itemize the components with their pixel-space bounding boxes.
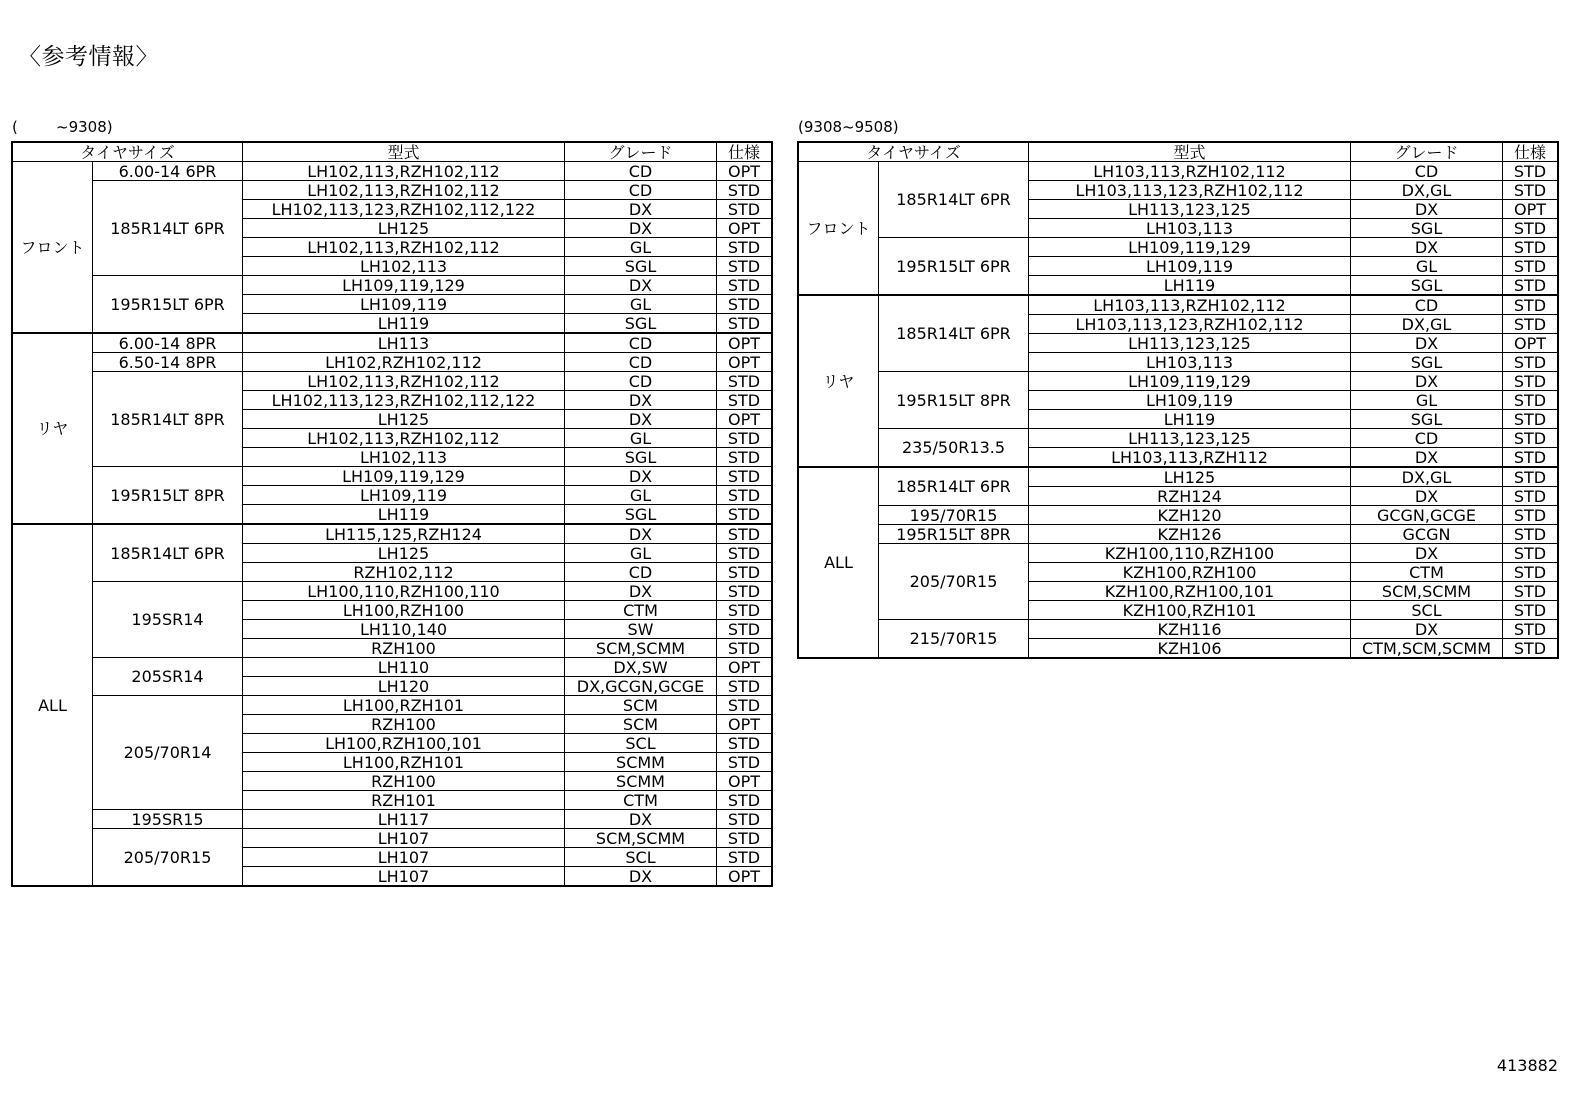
spec-cell: STD bbox=[717, 810, 772, 829]
spec-cell: STD bbox=[1503, 391, 1558, 410]
model-cell: LH107 bbox=[243, 867, 565, 886]
grade-cell: DX bbox=[565, 410, 717, 429]
spec-cell: OPT bbox=[717, 333, 772, 353]
model-cell: LH102,113,RZH102,112 bbox=[243, 238, 565, 257]
model-cell: LH102,RZH102,112 bbox=[243, 353, 565, 372]
tire-size-cell: 205SR14 bbox=[93, 658, 243, 696]
tire-size-cell: 185R14LT 6PR bbox=[879, 295, 1029, 372]
table-row bbox=[13, 333, 772, 353]
tire-size-cell: 235/50R13.5 bbox=[879, 429, 1029, 468]
grade-cell: DX bbox=[565, 219, 717, 238]
grade-cell: SCL bbox=[565, 734, 717, 753]
spec-cell: STD bbox=[1503, 563, 1558, 582]
table-body-right bbox=[799, 143, 1558, 658]
position-cell: リヤ bbox=[13, 333, 93, 524]
table-row bbox=[799, 162, 1558, 181]
spec-cell: OPT bbox=[1503, 200, 1558, 219]
model-cell: LH113,123,125 bbox=[1029, 200, 1351, 219]
model-cell: LH109,119 bbox=[1029, 391, 1351, 410]
grade-cell: SW bbox=[565, 620, 717, 639]
spec-cell: STD bbox=[1503, 162, 1558, 181]
model-cell: LH109,119 bbox=[243, 295, 565, 314]
spec-cell: STD bbox=[717, 620, 772, 639]
model-cell: RZH100 bbox=[243, 715, 565, 734]
position-cell: フロント bbox=[799, 162, 879, 296]
model-cell: LH109,119,129 bbox=[243, 276, 565, 295]
grade-cell: CD bbox=[565, 162, 717, 181]
grade-cell: DX bbox=[565, 467, 717, 486]
tire-size-cell: 195R15LT 8PR bbox=[879, 372, 1029, 429]
model-cell: KZH100,RZH100 bbox=[1029, 563, 1351, 582]
table-row bbox=[13, 829, 772, 848]
spec-cell: STD bbox=[1503, 525, 1558, 544]
model-cell: RZH100 bbox=[243, 772, 565, 791]
grade-cell: SCM,SCMM bbox=[565, 829, 717, 848]
spec-cell: STD bbox=[717, 448, 772, 467]
model-cell: LH102,113,RZH102,112 bbox=[243, 162, 565, 181]
spec-cell: STD bbox=[717, 429, 772, 448]
table-row bbox=[799, 525, 1558, 544]
table-row bbox=[799, 620, 1558, 639]
position-cell: ALL bbox=[799, 467, 879, 658]
grade-cell: SGL bbox=[565, 448, 717, 467]
spec-cell: OPT bbox=[717, 219, 772, 238]
tire-size-cell: 195R15LT 6PR bbox=[93, 276, 243, 334]
tire-size-cell: 205/70R15 bbox=[879, 544, 1029, 620]
table-row bbox=[13, 696, 772, 715]
grade-cell: DX bbox=[1351, 487, 1503, 506]
model-cell: LH113,123,125 bbox=[1029, 429, 1351, 448]
tire-size-cell: 205/70R14 bbox=[93, 696, 243, 810]
spec-cell: STD bbox=[717, 257, 772, 276]
header-model: 型式 bbox=[243, 143, 565, 162]
tire-size-cell: 195R15LT 6PR bbox=[879, 238, 1029, 296]
grade-cell: DX,GL bbox=[1351, 315, 1503, 334]
model-cell: LH102,113,RZH102,112 bbox=[243, 429, 565, 448]
model-cell: LH109,119,129 bbox=[1029, 372, 1351, 391]
spec-cell: STD bbox=[1503, 181, 1558, 200]
model-cell: KZH100,110,RZH100 bbox=[1029, 544, 1351, 563]
spec-cell: STD bbox=[1503, 620, 1558, 639]
tire-size-cell: 185R14LT 6PR bbox=[93, 524, 243, 582]
model-cell: LH109,119,129 bbox=[243, 467, 565, 486]
grade-cell: DX,GCGN,GCGE bbox=[565, 677, 717, 696]
spec-cell: STD bbox=[717, 238, 772, 257]
grade-cell: CD bbox=[565, 181, 717, 200]
spec-cell: STD bbox=[1503, 487, 1558, 506]
grade-cell: GCGN bbox=[1351, 525, 1503, 544]
table-row bbox=[13, 181, 772, 200]
header-tire-size: タイヤサイズ bbox=[13, 143, 243, 162]
table-row bbox=[13, 467, 772, 486]
grade-cell: SGL bbox=[1351, 219, 1503, 238]
grade-cell: SCM bbox=[565, 715, 717, 734]
spec-cell: STD bbox=[717, 582, 772, 601]
table-row bbox=[13, 162, 772, 181]
table-row bbox=[799, 372, 1558, 391]
spec-cell: OPT bbox=[717, 353, 772, 372]
grade-cell: DX bbox=[1351, 372, 1503, 391]
grade-cell: DX bbox=[1351, 200, 1503, 219]
model-cell: LH107 bbox=[243, 848, 565, 867]
grade-cell: GL bbox=[565, 429, 717, 448]
table-body-left bbox=[13, 143, 772, 886]
grade-cell: SCMM bbox=[565, 772, 717, 791]
model-cell: KZH100,RZH100,101 bbox=[1029, 582, 1351, 601]
model-cell: LH102,113 bbox=[243, 448, 565, 467]
grade-cell: GL bbox=[565, 486, 717, 505]
spec-cell: STD bbox=[717, 791, 772, 810]
grade-cell: CD bbox=[565, 372, 717, 391]
header-row bbox=[799, 143, 1558, 162]
grade-cell: DX bbox=[565, 524, 717, 544]
grade-cell: DX bbox=[565, 810, 717, 829]
grade-cell: SGL bbox=[565, 505, 717, 525]
model-cell: LH115,125,RZH124 bbox=[243, 524, 565, 544]
table-row bbox=[13, 372, 772, 391]
position-cell: フロント bbox=[13, 162, 93, 334]
grade-cell: DX bbox=[565, 867, 717, 886]
table-row bbox=[799, 506, 1558, 525]
table-row bbox=[799, 295, 1558, 315]
table-row bbox=[799, 238, 1558, 257]
grade-cell: SCM,SCMM bbox=[1351, 582, 1503, 601]
tire-spec-table-left bbox=[12, 142, 772, 886]
model-cell: KZH120 bbox=[1029, 506, 1351, 525]
model-cell: LH119 bbox=[1029, 276, 1351, 296]
tire-size-cell: 195SR15 bbox=[93, 810, 243, 829]
tire-size-cell: 195R15LT 8PR bbox=[879, 525, 1029, 544]
model-cell: LH102,113 bbox=[243, 257, 565, 276]
spec-cell: STD bbox=[1503, 429, 1558, 448]
model-cell: RZH102,112 bbox=[243, 563, 565, 582]
header-grade: グレード bbox=[565, 143, 717, 162]
table-row bbox=[799, 544, 1558, 563]
grade-cell: CD bbox=[1351, 295, 1503, 315]
spec-cell: OPT bbox=[717, 410, 772, 429]
model-cell: LH119 bbox=[243, 505, 565, 525]
table-row bbox=[13, 524, 772, 544]
grade-cell: SCMM bbox=[565, 753, 717, 772]
spec-cell: STD bbox=[717, 734, 772, 753]
model-cell: LH125 bbox=[243, 410, 565, 429]
header-spec: 仕様 bbox=[717, 143, 772, 162]
table-row bbox=[13, 582, 772, 601]
header-tire-size: タイヤサイズ bbox=[799, 143, 1029, 162]
model-cell: RZH124 bbox=[1029, 487, 1351, 506]
table-row bbox=[13, 658, 772, 677]
spec-cell: STD bbox=[1503, 448, 1558, 468]
spec-cell: STD bbox=[1503, 601, 1558, 620]
header-model: 型式 bbox=[1029, 143, 1351, 162]
table-row bbox=[13, 353, 772, 372]
model-cell: LH103,113,RZH102,112 bbox=[1029, 162, 1351, 181]
model-cell: LH100,RZH100 bbox=[243, 601, 565, 620]
position-cell: リヤ bbox=[799, 295, 879, 467]
model-cell: LH102,113,123,RZH102,112,122 bbox=[243, 391, 565, 410]
spec-cell: OPT bbox=[717, 715, 772, 734]
tire-size-cell: 205/70R15 bbox=[93, 829, 243, 886]
model-cell: LH102,113,123,RZH102,112,122 bbox=[243, 200, 565, 219]
model-cell: LH103,113 bbox=[1029, 353, 1351, 372]
tire-size-cell: 6.50-14 8PR bbox=[93, 353, 243, 372]
model-cell: LH125 bbox=[1029, 467, 1351, 487]
model-cell: LH102,113,RZH102,112 bbox=[243, 372, 565, 391]
grade-cell: SGL bbox=[565, 257, 717, 276]
grade-cell: SGL bbox=[1351, 353, 1503, 372]
spec-cell: STD bbox=[717, 276, 772, 295]
tire-size-cell: 185R14LT 6PR bbox=[879, 467, 1029, 506]
spec-cell: STD bbox=[1503, 506, 1558, 525]
spec-cell: STD bbox=[717, 524, 772, 544]
model-cell: LH110,140 bbox=[243, 620, 565, 639]
grade-cell: CD bbox=[565, 353, 717, 372]
spec-cell: OPT bbox=[717, 772, 772, 791]
model-cell: KZH126 bbox=[1029, 525, 1351, 544]
grade-cell: CD bbox=[1351, 429, 1503, 448]
tire-size-cell: 195R15LT 8PR bbox=[93, 467, 243, 525]
grade-cell: GL bbox=[1351, 257, 1503, 276]
spec-cell: STD bbox=[717, 753, 772, 772]
model-cell: LH117 bbox=[243, 810, 565, 829]
left-table-caption: ( ~9308) bbox=[12, 118, 113, 136]
spec-cell: STD bbox=[717, 505, 772, 525]
tire-size-cell: 6.00-14 8PR bbox=[93, 333, 243, 353]
grade-cell: DX,GL bbox=[1351, 467, 1503, 487]
grade-cell: GL bbox=[565, 295, 717, 314]
tire-size-cell: 185R14LT 6PR bbox=[93, 181, 243, 276]
grade-cell: CTM bbox=[565, 601, 717, 620]
spec-cell: STD bbox=[1503, 219, 1558, 238]
spec-cell: STD bbox=[1503, 315, 1558, 334]
position-cell: ALL bbox=[13, 524, 93, 886]
spec-cell: STD bbox=[717, 829, 772, 848]
model-cell: LH125 bbox=[243, 544, 565, 563]
spec-cell: STD bbox=[1503, 372, 1558, 391]
grade-cell: GL bbox=[565, 544, 717, 563]
spec-cell: STD bbox=[717, 181, 772, 200]
grade-cell: DX bbox=[1351, 544, 1503, 563]
spec-cell: STD bbox=[1503, 238, 1558, 257]
header-grade: グレード bbox=[1351, 143, 1503, 162]
grade-cell: DX bbox=[565, 582, 717, 601]
model-cell: LH100,RZH101 bbox=[243, 696, 565, 715]
table-row bbox=[13, 276, 772, 295]
model-cell: LH107 bbox=[243, 829, 565, 848]
tire-size-cell: 195/70R15 bbox=[879, 506, 1029, 525]
spec-cell: STD bbox=[1503, 582, 1558, 601]
grade-cell: CD bbox=[1351, 162, 1503, 181]
spec-cell: STD bbox=[1503, 639, 1558, 658]
spec-cell: STD bbox=[717, 601, 772, 620]
grade-cell: SCM,SCMM bbox=[565, 639, 717, 658]
model-cell: LH100,110,RZH100,110 bbox=[243, 582, 565, 601]
model-cell: LH100,RZH100,101 bbox=[243, 734, 565, 753]
grade-cell: DX bbox=[1351, 620, 1503, 639]
model-cell: LH103,113,123,RZH102,112 bbox=[1029, 181, 1351, 200]
model-cell: LH103,113,RZH112 bbox=[1029, 448, 1351, 468]
grade-cell: GL bbox=[565, 238, 717, 257]
model-cell: LH113,123,125 bbox=[1029, 334, 1351, 353]
grade-cell: CTM bbox=[1351, 563, 1503, 582]
table-row bbox=[799, 429, 1558, 448]
spec-cell: STD bbox=[1503, 410, 1558, 429]
grade-cell: SCM bbox=[565, 696, 717, 715]
model-cell: RZH101 bbox=[243, 791, 565, 810]
figure-number: 413882 bbox=[1496, 1056, 1558, 1075]
grade-cell: DX bbox=[1351, 334, 1503, 353]
tire-size-cell: 215/70R15 bbox=[879, 620, 1029, 658]
model-cell: LH100,RZH101 bbox=[243, 753, 565, 772]
grade-cell: CD bbox=[565, 563, 717, 582]
spec-cell: OPT bbox=[717, 162, 772, 181]
tire-size-cell: 195SR14 bbox=[93, 582, 243, 658]
grade-cell: GCGN,GCGE bbox=[1351, 506, 1503, 525]
grade-cell: SGL bbox=[1351, 276, 1503, 296]
spec-cell: STD bbox=[717, 372, 772, 391]
spec-cell: OPT bbox=[717, 867, 772, 886]
tire-size-cell: 185R14LT 8PR bbox=[93, 372, 243, 467]
grade-cell: CTM,SCM,SCMM bbox=[1351, 639, 1503, 658]
model-cell: LH103,113 bbox=[1029, 219, 1351, 238]
spec-cell: STD bbox=[717, 314, 772, 334]
model-cell: LH125 bbox=[243, 219, 565, 238]
spec-cell: STD bbox=[1503, 353, 1558, 372]
spec-cell: STD bbox=[717, 200, 772, 219]
model-cell: LH113 bbox=[243, 333, 565, 353]
grade-cell: CTM bbox=[565, 791, 717, 810]
grade-cell: DX bbox=[1351, 448, 1503, 468]
grade-cell: SCL bbox=[1351, 601, 1503, 620]
tire-size-cell: 185R14LT 6PR bbox=[879, 162, 1029, 238]
spec-cell: STD bbox=[1503, 544, 1558, 563]
grade-cell: DX bbox=[1351, 238, 1503, 257]
spec-cell: STD bbox=[1503, 276, 1558, 296]
spec-cell: STD bbox=[717, 467, 772, 486]
spec-cell: OPT bbox=[717, 658, 772, 677]
grade-cell: DX,GL bbox=[1351, 181, 1503, 200]
spec-cell: STD bbox=[717, 677, 772, 696]
model-cell: LH109,119 bbox=[243, 486, 565, 505]
model-cell: LH103,113,RZH102,112 bbox=[1029, 295, 1351, 315]
grade-cell: DX bbox=[565, 391, 717, 410]
spec-cell: STD bbox=[717, 639, 772, 658]
model-cell: KZH100,RZH101 bbox=[1029, 601, 1351, 620]
spec-cell: OPT bbox=[1503, 334, 1558, 353]
spec-cell: STD bbox=[717, 563, 772, 582]
tire-size-cell: 6.00-14 6PR bbox=[93, 162, 243, 181]
grade-cell: GL bbox=[1351, 391, 1503, 410]
model-cell: LH109,119,129 bbox=[1029, 238, 1351, 257]
grade-cell: DX bbox=[565, 276, 717, 295]
table-row bbox=[13, 810, 772, 829]
right-table-caption: (9308~9508) bbox=[798, 118, 899, 136]
model-cell: LH120 bbox=[243, 677, 565, 696]
spec-cell: STD bbox=[717, 486, 772, 505]
tire-spec-table-right bbox=[798, 142, 1558, 658]
spec-cell: STD bbox=[717, 848, 772, 867]
grade-cell: CD bbox=[565, 333, 717, 353]
model-cell: LH119 bbox=[243, 314, 565, 334]
spec-cell: STD bbox=[717, 696, 772, 715]
model-cell: LH110 bbox=[243, 658, 565, 677]
model-cell: KZH116 bbox=[1029, 620, 1351, 639]
model-cell: LH109,119 bbox=[1029, 257, 1351, 276]
page-title: 〈参考情報〉 bbox=[18, 44, 159, 70]
model-cell: LH102,113,RZH102,112 bbox=[243, 181, 565, 200]
grade-cell: SGL bbox=[1351, 410, 1503, 429]
spec-cell: STD bbox=[1503, 257, 1558, 276]
grade-cell: DX,SW bbox=[565, 658, 717, 677]
spec-cell: STD bbox=[717, 391, 772, 410]
model-cell: RZH100 bbox=[243, 639, 565, 658]
spec-cell: STD bbox=[717, 295, 772, 314]
header-row bbox=[13, 143, 772, 162]
model-cell: LH119 bbox=[1029, 410, 1351, 429]
header-spec: 仕様 bbox=[1503, 143, 1558, 162]
grade-cell: DX bbox=[565, 200, 717, 219]
model-cell: KZH106 bbox=[1029, 639, 1351, 658]
spec-cell: STD bbox=[717, 544, 772, 563]
grade-cell: SCL bbox=[565, 848, 717, 867]
spec-cell: STD bbox=[1503, 295, 1558, 315]
spec-cell: STD bbox=[1503, 467, 1558, 487]
model-cell: LH103,113,123,RZH102,112 bbox=[1029, 315, 1351, 334]
table-row bbox=[799, 467, 1558, 487]
grade-cell: SGL bbox=[565, 314, 717, 334]
